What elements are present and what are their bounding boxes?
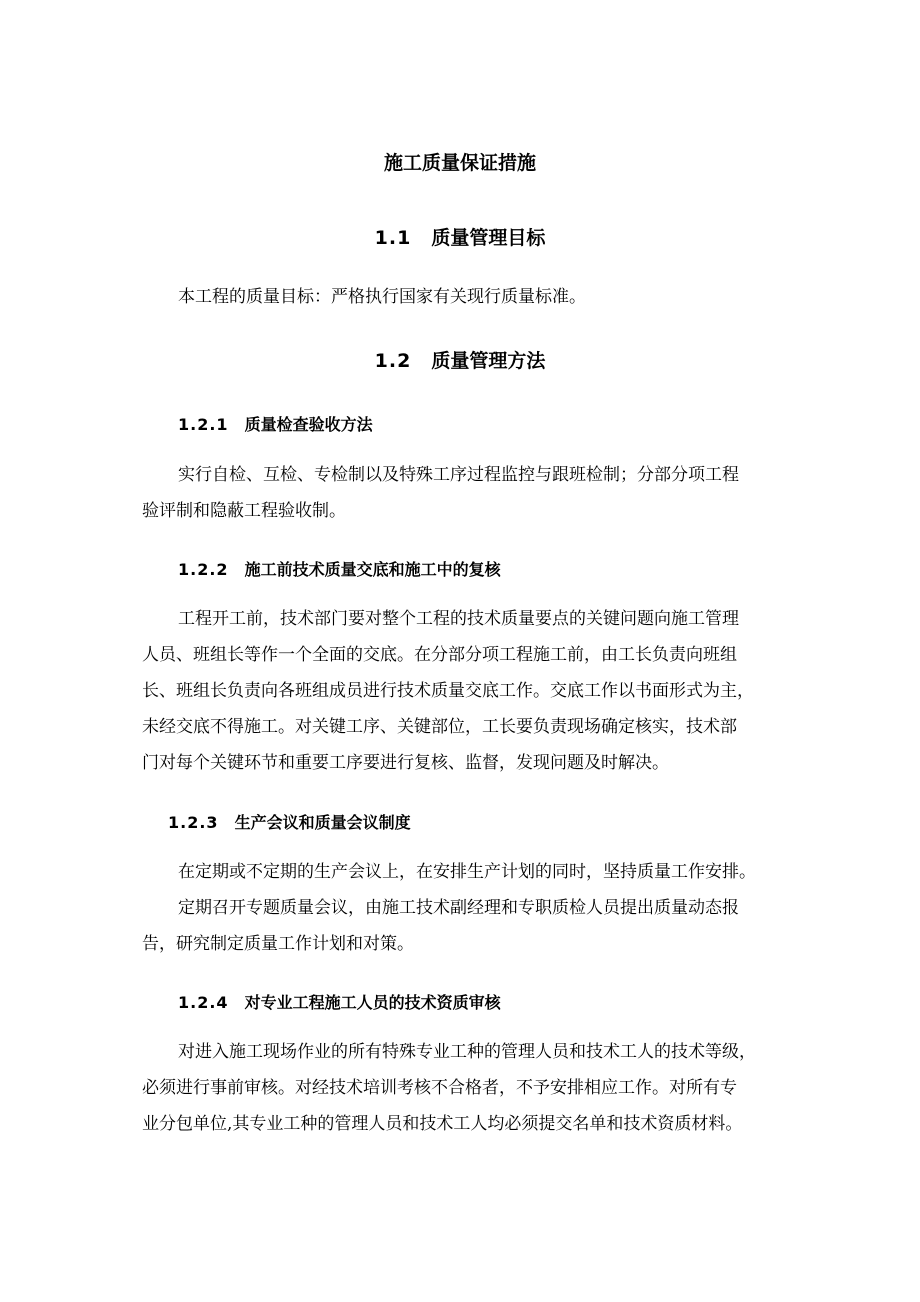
paragraph-line: 在定期或不定期的生产会议上，在安排生产计划的同时，坚持质量工作安排。: [178, 862, 756, 882]
subsection-title: 对专业工程施工人员的技术资质审核: [244, 993, 501, 1012]
paragraph-line: 工程开工前，技术部门要对整个工程的技术质量要点的关键问题向施工管理: [178, 609, 739, 629]
subsection-heading-1-2-1: [178, 414, 373, 436]
section-heading-1-1: [0, 225, 920, 251]
section-number: 1.2: [374, 350, 412, 372]
document-title: 施工质量保证措施: [383, 152, 536, 174]
paragraph-line: 验评制和隐蔽工程验收制。: [142, 501, 346, 521]
subsection-heading-1-2-2: [178, 559, 501, 581]
paragraph-line: 门对每个关键环节和重要工序要进行复核、监督，发现问题及时解决。: [142, 753, 669, 773]
paragraph-line: 告，研究制定质量工作计划和对策。: [142, 934, 414, 954]
section-number: 1.1: [374, 227, 412, 249]
subsection-title: 生产会议和质量会议制度: [234, 813, 411, 832]
subsection-title: 施工前技术质量交底和施工中的复核: [244, 560, 501, 579]
paragraph-line: 人员、班组长等作一个全面的交底。在分部分项工程施工前，由工长负责向班组: [142, 645, 737, 665]
section-title: 质量管理方法: [431, 350, 546, 372]
subsection-number: 1.2.1: [178, 415, 229, 434]
paragraph-line: 实行自检、互检、专检制以及特殊工序过程监控与跟班检制；分部分项工程: [178, 465, 739, 485]
section-title: 质量管理目标: [431, 227, 546, 249]
subsection-heading-1-2-4: [178, 992, 501, 1014]
paragraph-line: 本工程的质量目标：严格执行国家有关现行质量标准。: [178, 287, 586, 307]
paragraph-line: 长、班组长负责向各班组成员进行技术质量交底工作。交底工作以书面形式为主，: [142, 681, 754, 701]
subsection-number: 1.2.2: [178, 560, 229, 579]
subsection-heading-1-2-3: [168, 812, 411, 834]
paragraph-line: 定期召开专题质量会议，由施工技术副经理和专职质检人员提出质量动态报: [178, 898, 739, 918]
subsection-number: 1.2.4: [178, 993, 229, 1012]
paragraph-line: 业分包单位,其专业工种的管理人员和技术工人均必须提交名单和技术资质材料。: [142, 1114, 743, 1134]
paragraph-line: 必须进行事前审核。对经技术培训考核不合格者，不予安排相应工作。对所有专: [142, 1078, 737, 1098]
subsection-number: 1.2.3: [168, 813, 219, 832]
paragraph-line: 未经交底不得施工。对关键工序、关键部位，工长要负责现场确定核实，技术部: [142, 717, 737, 737]
subsection-title: 质量检查验收方法: [244, 415, 373, 434]
section-heading-1-2: [0, 348, 920, 374]
paragraph-line: 对进入施工现场作业的所有特殊专业工种的管理人员和技术工人的技术等级，: [178, 1042, 756, 1062]
